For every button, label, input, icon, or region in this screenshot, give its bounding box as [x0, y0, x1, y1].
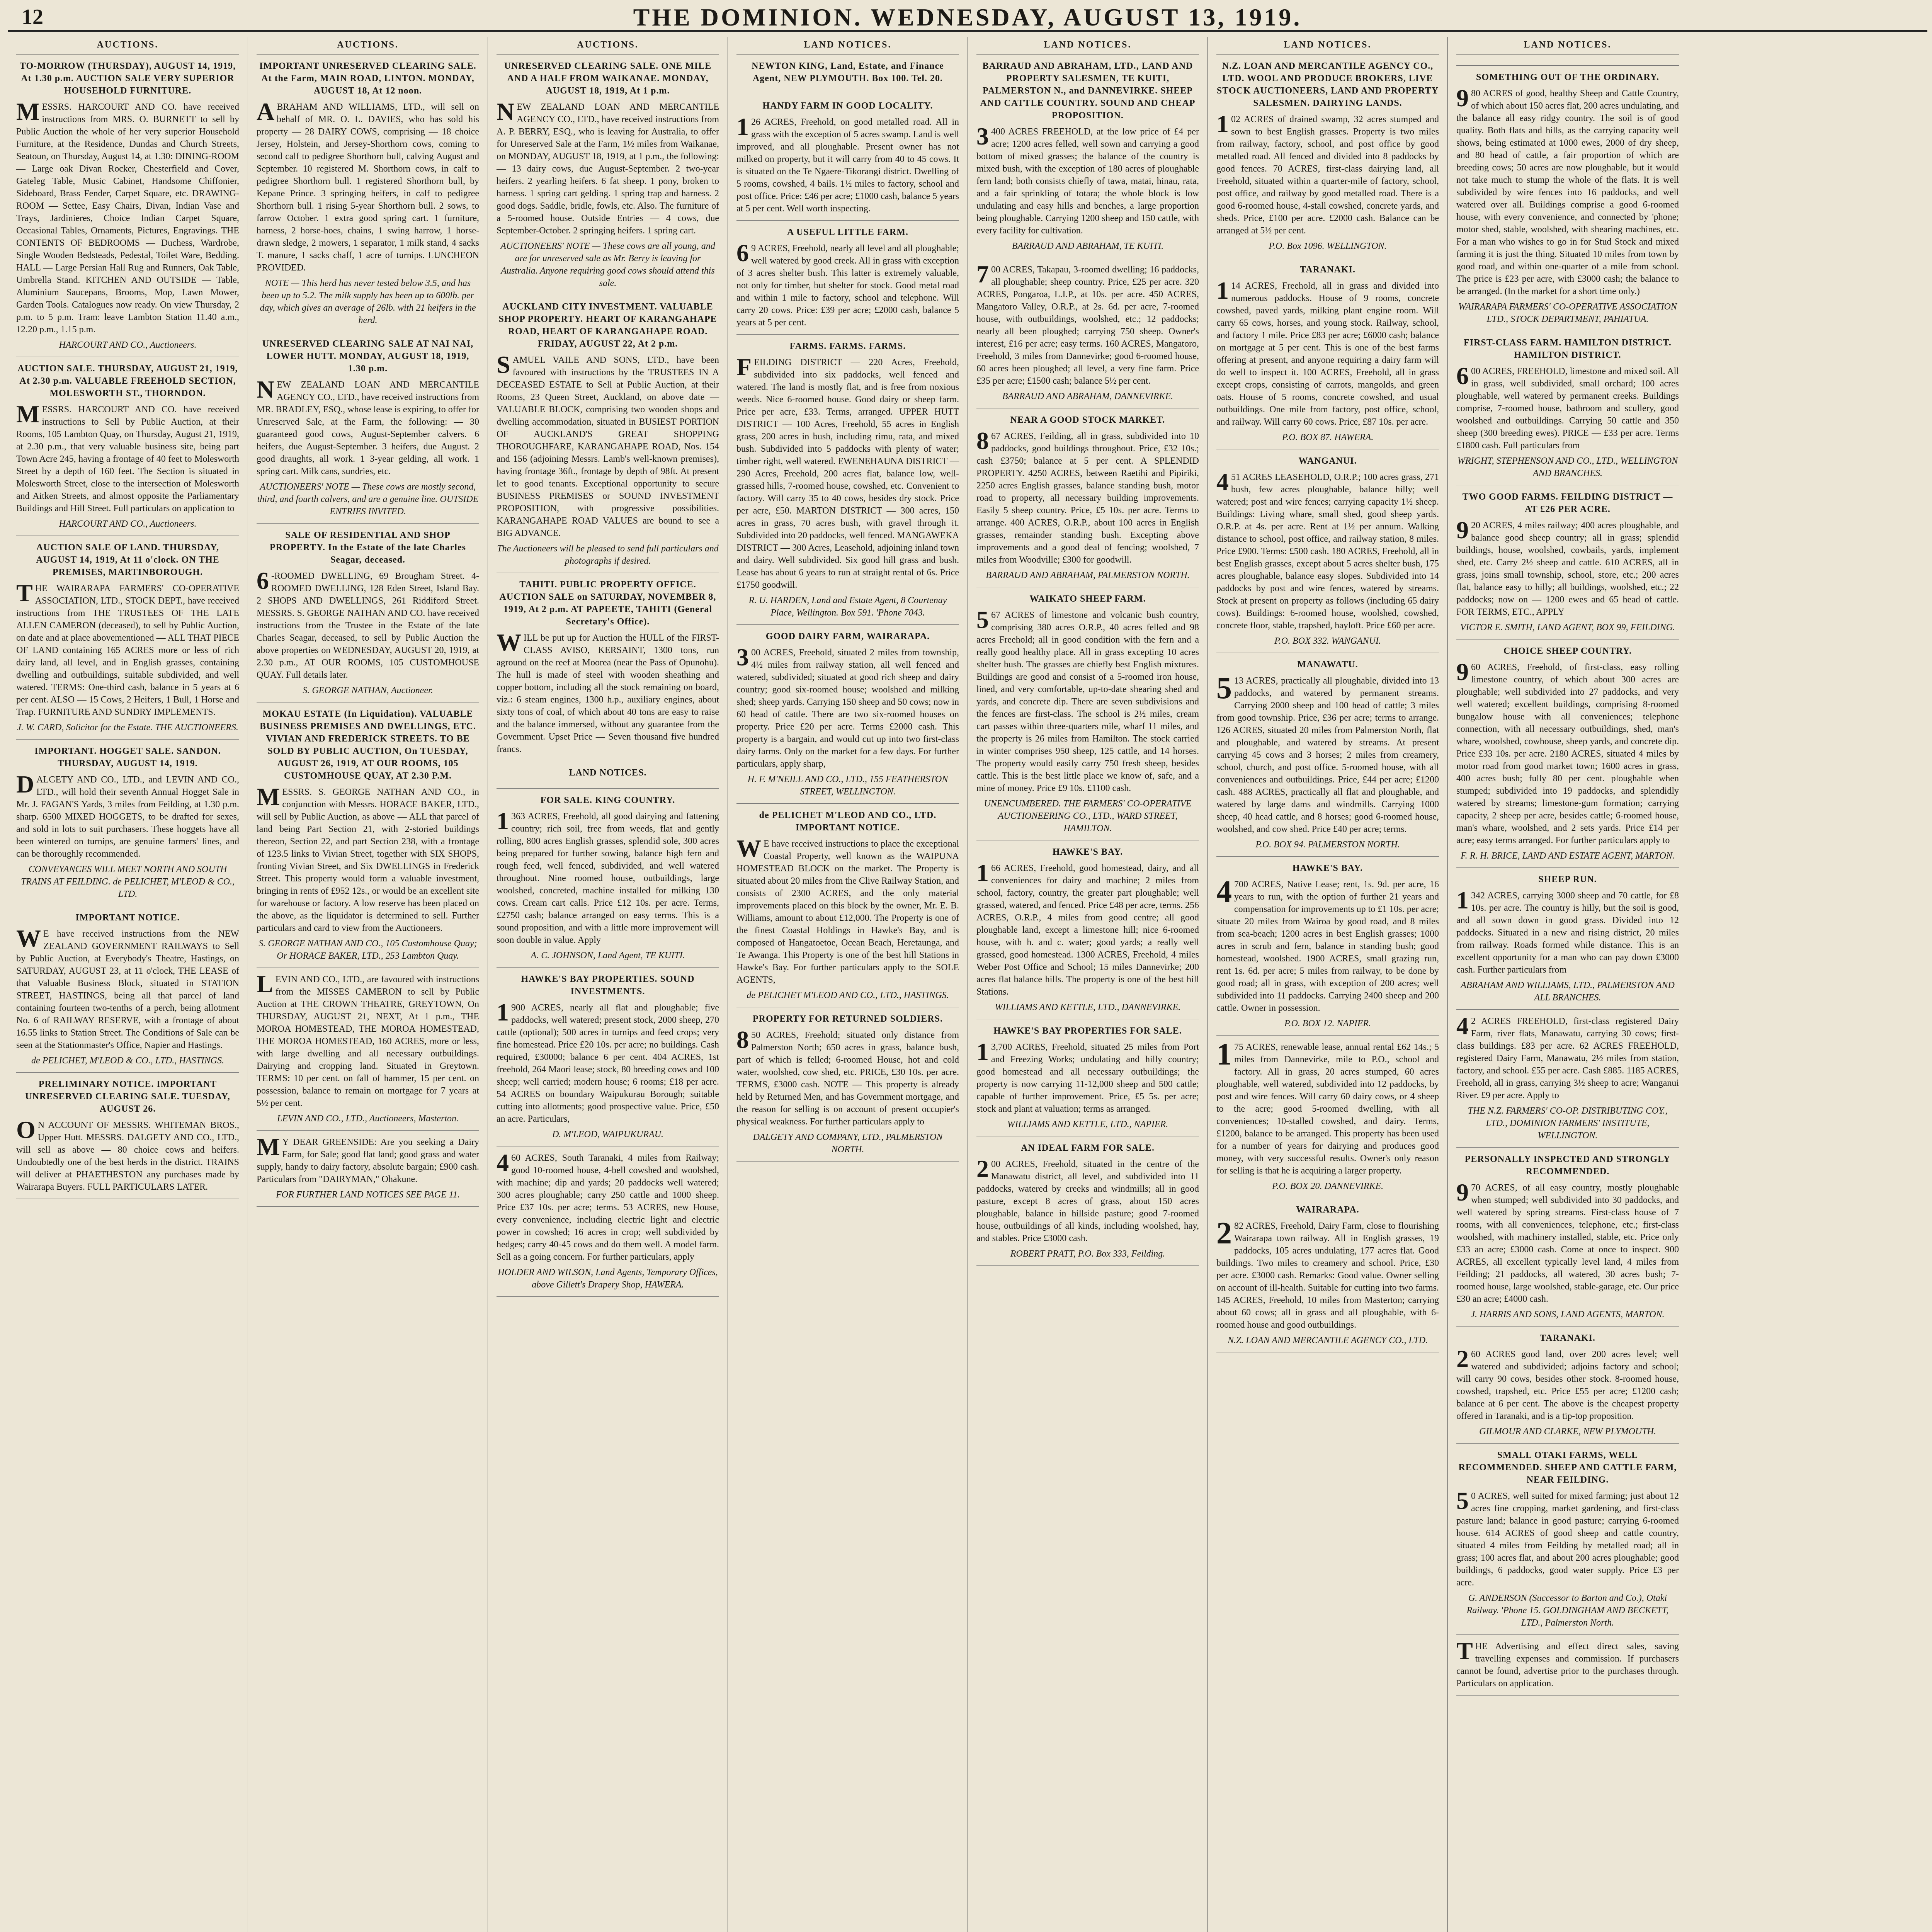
ad-title: LAND NOTICES. — [569, 768, 647, 778]
advertisement — [1456, 60, 1679, 66]
ad-body: 114 ACRES, Freehold, all in grass and divided into numerous paddocks. House of 9 rooms, concrete cowshed, paved yards, milking plant engine room. Will carry 65 cows, horses, and young stock. Railway, school, and factory 1 mile. Price £83 per acre; £6000 cash; balance on mortgage at 5 per cent. This is one of the best farms offering at present, and anyone requiring a dairy farm will do well to inspect it. 100 ACRES, Freehold, all in grass except crops, consisting of carrots, mangolds, and green oats. House of 5 rooms, concrete cowshed, and usual outbuildings. One mile from factory, post office, school, and railway. Will carry 60 cows. Price, £87 10s. per acre. — [1216, 277, 1441, 427]
ad-sign: P.O. BOX 94. PALMERSTON NORTH. — [1255, 840, 1400, 850]
ad-body: 1900 ACRES, nearly all flat and ploughable; five paddocks, well watered; present stock, 2000 sheep, 270 cattle (optional); 500 acres in turnips and feed crops; very fine homestead. Price £20 10s. per acre; no buildings. Cash required, £30000; balance 6 per cent. 404 ACRES, 1st freehold, 264 Maori lease; stock, 80 breeding cows and 100 sheep; well carried; modern house; 6 rooms; £18 per acre. 54 ACRES on boundary Waipukurau Borough; suitable cutting into allotments; good prospective value. Price, £50 an acre. Particulars, — [497, 998, 721, 1124]
advertisement — [1456, 1449, 1679, 1635]
advertisement — [1456, 645, 1679, 868]
ad-body: 260 ACRES good land, over 200 acres level; well watered and subdivided; adjoins factory and school; will carry 90 cows, besides other stock. 8-roomed house, cowshed, trapshed, etc. Price £55 per acre; £1200 cash; balance at 6 per cent. The above is the cheapest property offered in Taranaki, and is a tip-top proposition. — [1456, 1345, 1681, 1421]
advertisement — [976, 846, 1199, 1019]
advertisement — [16, 745, 242, 906]
advertisement — [16, 541, 242, 740]
ad-title: WAIRARAPA. — [1296, 1205, 1359, 1215]
advertisement — [1216, 658, 1439, 857]
ad-sign: F. R. H. BRICE, LAND AND ESTATE AGENT, MARTON. — [1461, 851, 1675, 861]
ad-title: AUCTION SALE OF LAND. THURSDAY, AUGUST 14, 1919, At 11 o'clock. ON THE PREMISES, MARTINBOROUGH. — [36, 543, 219, 577]
column-grid — [8, 37, 1927, 1932]
ad-title: de PELICHET M'LEOD AND CO., LTD. IMPORTANT NOTICE. — [759, 810, 937, 833]
column-heading: AUCTIONS. — [257, 39, 479, 54]
ad-sign: FOR FURTHER LAND NOTICES SEE PAGE 11. — [276, 1190, 460, 1200]
ad-sign: J. W. CARD, Solicitor for the Estate. THE AUCTIONEERS. — [17, 723, 238, 733]
ad-body: WILL be put up for Auction the HULL of the FIRST-CLASS AVISO, KERSAINT, 1300 tons, run aground on the reef at Moorea (near the Pass of Opunohu). The hull is made of steel with wooden sheathing and copper bottom, including all the stock remaining on board, viz.: 6 steam engines, 1300 h.p., auxiliary engines, about sixty tons of coal, of which about 40 tons are easy to raise and the balance immersed, without any guarantee from the Government. Upset Price — Seven thousand five hundred francs. — [497, 629, 721, 754]
ad-sign: H. F. M'NEILL AND CO., LTD., 155 FEATHERSTON STREET, WELLINGTON. — [747, 774, 948, 797]
ad-sign: ROBERT PRATT, P.O. Box 333, Feilding. — [1010, 1249, 1165, 1259]
ad-sign: AUCTIONEERS' NOTE — These cows are mostly second, third, and fourth calvers, and are a genuine line. OUTSIDE ENTRIES INVITED. — [257, 482, 479, 517]
page-number: 12 — [22, 5, 43, 29]
ad-sign: J. HARRIS AND SONS, LAND AGENTS, MARTON. — [1471, 1310, 1665, 1320]
advertisement — [16, 362, 242, 536]
ad-body: 50 ACRES, well suited for mixed farming; just about 12 acres fine cropping, market gardening, and first-class pasture land; balance in good pasture; carrying 6-roomed house. 614 ACRES of good sheep and cattle country, situated 4 miles from Feilding by metalled road; all in grass; 100 acres flat, and about 200 acres ploughable; good buildings, 6 paddocks, good water supply. Price £3 per acre. — [1456, 1487, 1681, 1588]
ad-body: MESSRS. HARCOURT AND CO. have received instructions from MRS. O. BURNETT to sell by Public Auction the whole of her very superior Household Furniture, at the Residence, Dundas and Church Streets, Seatoun, on Thursday, August 14, at 1.30: DINING-ROOM — Large oak Divan Rocker, Chesterfield and Cover, Gateleg Table, Music Cabinet, Handsome Chiffonier, Sideboard, Brass Fender, Carpet Square, etc. DRAWING-ROOM — Settee, Easy Chairs, Divan, Indian Vase and Trays, Jardinieres, Choice Indian Carpet Square, Occasional Tables, Ornaments, Pictures, Engravings. THE CONTENTS OF BEDROOMS — Duchess, Wardrobe, Single Wooden Bedsteads, Pedestal, Toilet Ware, Bedding. HALL — Large Persian Hall Rug and Runners, Oak Table, Umbrella Stand. KITCHEN AND OUTSIDE — Table, Aluminium Saucepans, Brooms, Mop, Lawn Mower, Garden Tools. Catalogues now ready. On view Thursday, 2 p.m. to 5 p.m. Tram: leave Lambton Station 11.40 a.m., 12.20 p.m., 1.15 p.m. — [16, 98, 242, 335]
advertisement — [497, 60, 719, 295]
advertisement — [1216, 1204, 1439, 1352]
advertisement — [1456, 873, 1679, 1010]
column-4 — [728, 37, 968, 1932]
ad-sign: ABRAHAM AND WILLIAMS, LTD., PALMERSTON AND ALL BRANCHES. — [1461, 980, 1675, 1003]
advertisement — [497, 301, 719, 573]
ad-sign: WILLIAMS AND KETTLE, LTD., NAPIER. — [1007, 1119, 1168, 1129]
ad-title: UNRESERVED CLEARING SALE AT NAI NAI, LOWER HUTT. MONDAY, AUGUST 18, 1919, 1.30 p.m. — [262, 339, 474, 374]
newspaper-title: THE DOMINION. WEDNESDAY, AUGUST 13, 1919. — [633, 3, 1302, 31]
advertisement — [1216, 264, 1439, 449]
ad-sign: The Auctioneers will be pleased to send full particulars and photographs if desired. — [497, 544, 719, 566]
column-2 — [248, 37, 488, 1932]
ad-body: ON ACCOUNT OF MESSRS. WHITEMAN BROS., Upper Hutt. MESSRS. DALGETY AND CO., LTD., will sell as above — 80 choice cows and heifers. Undoubtedly one of the best herds in the district. TRAINS will deliver at PHAETHESTON any purchases made by Wairarapa Buyers. FULL PARTICULARS LATER. — [16, 1116, 242, 1192]
ad-title: N.Z. LOAN AND MERCANTILE AGENCY CO., LTD. WOOL AND PRODUCE BROKERS, LIVE STOCK AUCTIONEERS, LAND AND PROPERTY SALESMEN. DAIRYING LANDS. — [1216, 61, 1439, 108]
ad-body: WE have received instructions from the NEW ZEALAND GOVERNMENT RAILWAYS to Sell by Public Auction, at Everybody's Theatre, Hastings, on SATURDAY, AUGUST 23, at 11 o'clock, THE LEASE of that Valuable Business Block, situated in STATION STREET, HASTINGS, being all that parcel of land containing fourteen two-tenths of a perch, being allotment No. 6 of RAILWAY RESERVE, with a frontage of about 16.55 links to Station Street. The Conditions of Sale can be seen at the Stationmaster's Office, Napier and Hastings. — [16, 925, 242, 1050]
ad-title: NEAR A GOOD STOCK MARKET. — [1010, 415, 1165, 425]
ad-body: 1363 ACRES, Freehold, all good dairying and fattening country; rich soil, free from weeds, flat and gently rolling, 800 acres English grasses, splendid sole, 300 acres being prepared for further sowing, balance high fern and rough feed, well fenced, subdivided, and well watered throughout. Nine roomed house, outbuildings, large woolshed, concreted, machine installed for milking 130 cows. Cream cart calls. Price £12 10s. per acre. Terms, £2750 cash; balance arranged on easy terms. This is a sound proposition, and with a little more improvement will soon double in value. Apply — [497, 807, 721, 945]
ad-body: 102 ACRES of drained swamp, 32 acres stumped and sown to best English grasses. Property is two miles from railway, factory, school, and post office by good metalled road. All fenced and divided into 8 paddocks by good fences. 70 ACRES, first-class dairying land, all Freehold, situated within a quarter-mile of factory, school, post office, and railway by good metalled road. There is a good 6-roomed house, 4-stall cowshed, concrete yards, and sheds. Price, £100 per acre. £2000 cash. Balance can be arranged at 5½ per cent. — [1216, 110, 1441, 236]
ad-body: 175 ACRES, renewable lease, annual rental £62 14s.; 5 miles from Dannevirke, mile to P.O., school and factory. All in grass, 20 acres stumped, 60 acres ploughable, well watered, subdivided into 12 paddocks, by post and wire fences. Will carry 60 dairy cows, or 4 sheep to the acre; good 5-roomed dwelling, with all conveniences; 10-stalled cowshed, and dairy. Terms, £1200, balance to be arranged. This property has been used for a number of years for dairying and produces good money, with very successful results. Owner's only reason for selling is that he is acquiring a larger property. — [1216, 1037, 1441, 1176]
advertisement — [16, 912, 242, 1073]
ad-sign: HARCOURT AND CO., Auctioneers. — [59, 519, 197, 529]
advertisement — [257, 529, 479, 702]
ad-sign: AUCTIONEERS' NOTE — These cows are all young, and are for unreserved sale as Mr. Berry is leaving for Australia. Anyone requiring good cows should attend this sale. — [500, 241, 715, 288]
advertisement — [1456, 1153, 1682, 1327]
ad-title: SHEEP RUN. — [1538, 874, 1597, 884]
advertisement — [736, 60, 959, 94]
ad-body: 166 ACRES, Freehold, good homestead, dairy, and all conveniences for dairy and machine; 2 miles from school, factory, country, the greater part ploughable; well grassed, watered, and fenced. Price £48 per acre, terms. 256 ACRES, O.R.P., 4 miles from good centre; all good ploughable land, except a limestone hill; nice 6-roomed house, with h. and c. water; good yards; a really well grassed, good homestead. 1300 ACRES, Freehold, 4 miles Weber Post Office and School; 15 miles Dannevirke; 200 acres flat balance hills. The property is one of the best hill Stations. — [976, 859, 1201, 997]
ad-body: MY DEAR GREENSIDE: Are you seeking a Dairy Farm, for Sale; good flat land; good grass and water supply, handy to dairy factory, absolute bargain; £900 cash. Particulars from "DAIRYMAN," Ohakune. — [257, 1133, 481, 1184]
ad-title: A USEFUL LITTLE FARM. — [787, 227, 908, 237]
advertisement — [736, 630, 959, 804]
ad-title: BARRAUD AND ABRAHAM, LTD., LAND AND PROPERTY SALESMEN, TE KUITI, PALMERSTON N., and DANNEVIRKE. SHEEP AND CATTLE COUNTRY. SOUND AND CHEAP PROPOSITION. — [980, 61, 1196, 121]
ad-title: SALE OF RESIDENTIAL AND SHOP PROPERTY. In the Estate of the late Charles Seagar, deceased. — [270, 530, 466, 565]
column-heading: LAND NOTICES. — [1216, 39, 1439, 54]
ad-sign: THE N.Z. FARMERS' CO-OP. DISTRIBUTING COY., LTD., DOMINION FARMERS' INSTITUTE, WELLINGTON. — [1468, 1106, 1668, 1141]
advertisement — [1216, 60, 1439, 258]
advertisement — [497, 973, 719, 1146]
ad-sign: P.O. BOX 87. HAWERA. — [1282, 432, 1374, 442]
ad-title: AN IDEAL FARM FOR SALE. — [1021, 1143, 1155, 1153]
advertisement — [736, 100, 959, 221]
advertisement — [976, 593, 1199, 840]
advertisement — [1456, 1332, 1679, 1444]
ad-sign: P.O. BOX 20. DANNEVIRKE. — [1272, 1181, 1384, 1191]
column-heading: AUCTIONS. — [497, 39, 719, 54]
ad-body: THE Advertising and effect direct sales, saving travelling expenses and commission. If purchasers cannot be found, advertise prior to the purchases through. Particulars on application. — [1456, 1637, 1681, 1689]
ad-title: HAWKE'S BAY. — [1052, 847, 1123, 857]
advertisement — [1456, 1012, 1681, 1148]
ad-title: PROPERTY FOR RETURNED SOLDIERS. — [753, 1014, 943, 1024]
ad-sign: BARRAUD AND ABRAHAM, TE KUITI. — [1012, 241, 1164, 251]
ad-body: 700 ACRES, Takapau, 3-roomed dwelling; 16 paddocks, all ploughable; sheep country. Price, £25 per acre. 320 ACRES, Pongaroa, L.I.P., at 10s. per acre. 450 ACRES, Mangatoro Valley, O.R.P., at 2s. 6d. per acre, 7-roomed house, with outbuildings, woolshed, etc.; 12 paddocks; nearly all been ploughed; carrying 750 sheep. Owner's interest, £16 per acre; easy terms. 160 ACRES, Mangatoro, Freehold, 3 miles from Dannevirke; good 6-roomed house, 60 acres been ploughed; all level, a very fine farm. Price £35 per acre; £1500 cash; balance 5½ per cent. — [976, 260, 1201, 386]
ad-body: 451 ACRES LEASEHOLD, O.R.P.; 100 acres grass, 271 bush, few acres ploughable, balance hilly; well watered; post and wire fences; carrying capacity 1½ sheep. Buildings: Living whare, small shed, good sheep yards. O.R.P. at 4s. per acre. Rent at 1½ per annum. Walking distance to school, post office, and railway station, 8 miles. Price £900. Terms: £500 cash. 180 ACRES, Freehold, all in best English grasses, except about 5 acres shelter bush, 175 acres ploughable, balance easy slopes. Subdivided into 14 paddocks by post and wire fences, watered by streams. Stock at present on property as follows (including 65 dairy cows). Buildings: 6-roomed house, woolshed, cowshed, concrete floor, stable, trapshed, hayloft. Price £60 per acre. — [1216, 468, 1441, 631]
advertisement — [497, 767, 719, 789]
advertisement — [257, 970, 481, 1131]
ad-body: MESSRS. HARCOURT AND CO. have received instructions to Sell by Public Auction, at their Rooms, 105 Lambton Quay, on Thursday, August 21, 1919, at 2.30 p.m., that very valuable business site, being part Town Acre 245, having a frontage of 40 feet to Molesworth Street by a depth of 160 feet. The Section is situated in Molesworth Street, close to the intersection of Molesworth and Aitken Streets, and almost opposite the Parliamentary Buildings and Hill Street. Full particulars on application to — [16, 400, 242, 514]
ad-sign: LEVIN AND CO., LTD., Auctioneers, Masterton. — [277, 1114, 459, 1124]
advertisement — [16, 1078, 242, 1199]
advertisement — [976, 260, 1201, 408]
advertisement — [1456, 71, 1679, 331]
ad-body: WE have received instructions to place the exceptional Coastal Property, well known as the WAIPUNA HOMESTEAD BLOCK on the market. The Property is situated about 20 miles from the Clive Railway Station, and consists of 2300 ACRES, and the only material improvements placed on this block by the owner, Mr. E. B. Williams, amount to about £12,000. The Property is one of the finest Coastal Holdings in Hawke's Bay, and is composed of Hangatoetoe, Ocean Beach, Heretaunga, and Te Awanga. This Property is one of the best hill Stations in Hawke's Bay. For further particulars apply to the SOLE AGENTS, — [736, 835, 961, 985]
column-heading: LAND NOTICES. — [976, 39, 1199, 54]
masthead — [8, 3, 1927, 32]
ad-body: 867 ACRES, Feilding, all in grass, subdivided into 10 paddocks, good buildings throughout. Price, £32 10s.; cash £3750; balance at 5 per cent. A SPLENDID PROPERTY. 4250 ACRES, between Raetihi and Pipiriki, 2250 acres English grasses, balance standing bush, motor road to property, all necessary building improvements. Easily 5 sheep country. Price, £5 10s. per acre. Terms to arrange. 400 ACRES, O.R.P., about 100 acres in English grasses, remainder standing bush. Excepting above improvements and a good deal of fencing; woolshed, 7 miles from Woodville; £300 for goodwill. — [976, 427, 1201, 565]
advertisement — [497, 794, 719, 968]
ad-title: MOKAU ESTATE (In Liquidation). VALUABLE BUSINESS PREMISES AND DWELLINGS, ETC. VIVIAN AND FREDERICK STREETS. TO BE SOLD BY PUBLIC AUCTION, On TUESDAY, AUGUST 26, 1919, AT OUR ROOMS, 105 CUSTOMHOUSE QUAY, AT 2.30 P.M. — [260, 709, 476, 781]
ad-body: 42 ACRES FREEHOLD, first-class registered Dairy Farm, river flats, Manawatu, carrying 30 cows; first-class buildings. £83 per acre. 62 ACRES FREEHOLD, registered Dairy Farm, Manawatu, 2½ miles from station, factory, and school. £55 per acre. Cash £885. 1185 ACRES, Freehold, all in grass, carrying 3½ sheep to acre; Wanganui River. £9 per acre. Apply to — [1456, 1012, 1681, 1100]
ad-title: TWO GOOD FARMS. FEILDING DISTRICT — AT £26 PER ACRE. — [1462, 492, 1673, 514]
ad-title: CHOICE SHEEP COUNTRY. — [1503, 646, 1632, 656]
ad-sign: VICTOR E. SMITH, LAND AGENT, BOX 99, FEILDING. — [1460, 622, 1675, 633]
ad-sign: HOLDER AND WILSON, Land Agents, Temporary Offices, above Gillett's Drapery Shop, HAWERA. — [498, 1267, 718, 1290]
ad-title: PERSONALLY INSPECTED AND STRONGLY RECOMMENDED. — [1464, 1154, 1671, 1177]
ad-sign: UNENCUMBERED. THE FARMERS' CO-OPERATIVE AUCTIONEERING CO., LTD., WARD STREET, HAMILTON. — [984, 799, 1192, 833]
advertisement — [976, 60, 1199, 258]
ad-body: 850 ACRES, Freehold; situated only distance from Palmerston North; 650 acres in grass, balance bush, part of which is felled; 6-roomed House, hot and cold water, woolshed, cow shed, etc. PRICE, £30 10s. per acre. TERMS, £3000 cash. NOTE — This property is already held by Returned Men, and has Government mortgage, and the reason for selling is on account of present occupier's physical weakness. For further particulars apply to — [736, 1026, 961, 1127]
column-6 — [1208, 37, 1447, 1932]
ad-title: SMALL OTAKI FARMS, WELL RECOMMENDED. SHEEP AND CATTLE FARM, NEAR FEILDING. — [1458, 1450, 1677, 1485]
ad-body: MESSRS. S. GEORGE NATHAN AND CO., in conjunction with Messrs. HORACE BAKER, LTD., will sell by Public Auction, as above — ALL that parcel of land being Part Section 21, with 2-storied buildings thereon, Section 22, and part Section 238, with a frontage of 123.5 links to Vivian Street, together with SIX SHOPS, fronting Vivian Street, and Six DWELLINGS in Frederick Street. This property would form a valuable investment, bringing in rents of £952 12s., or would be an excellent site for warehouse or factory. A low reserve has been placed on the above, as the liquidator is determined to sell. Further particulars and card to view from the Auctioneers. — [257, 783, 481, 933]
ad-title: NEWTON KING, Land, Estate, and Finance Agent, NEW PLYMOUTH. Box 100. Tel. 20. — [752, 61, 944, 83]
ad-sign: CONVEYANCES WILL MEET NORTH AND SOUTH TRAINS AT FEILDING. de PELICHET, M'LEOD & CO., LTD. — [21, 864, 235, 899]
ad-title: HANDY FARM IN GOOD LOCALITY. — [762, 101, 933, 111]
ad-sign: WRIGHT, STEPHENSON AND CO., LTD., WELLINGTON AND BRANCHES. — [1457, 456, 1678, 478]
ad-sign: R. U. HARDEN, Land and Estate Agent, 8 Courtenay Place, Wellington. Box 591. 'Phone 7043. — [748, 595, 947, 618]
advertisement — [1216, 455, 1439, 653]
ad-title: TO-MORROW (THURSDAY), AUGUST 14, 1919, At 1.30 p.m. AUCTION SALE VERY SUPERIOR HOUSEHOLD FURNITURE. — [19, 61, 236, 96]
advertisement — [736, 226, 959, 335]
ad-sign: A. C. JOHNSON, Land Agent, TE KUITI. — [531, 951, 685, 961]
advertisement — [1216, 862, 1439, 1036]
ad-sign: NOTE — This herd has never tested below 3.5, and has been up to 5.2. The milk supply has been up to 600lb. per day, which gives an average of 26lb. with 21 heifers in the herd. — [260, 278, 476, 325]
advertisement — [976, 1025, 1199, 1136]
column-heading: LAND NOTICES. — [1456, 39, 1679, 54]
ad-title: WAIKATO SHEEP FARM. — [1029, 594, 1146, 604]
ad-body: 282 ACRES, Freehold, Dairy Farm, close to flourishing Wairarapa town railway. All in English grasses, 19 paddocks, 105 acres undulating, 177 acres flat. Good buildings. Two miles to creamery and school. Price, £30 per acre. £3000 cash. Remarks: Good value. Owner selling on account of ill-health. Suitable for cutting into two farms. 145 ACRES, Freehold, 10 miles from Masterton; carrying about 60 cows; all in grass and all ploughable, with 6-roomed house and good outbuildings. — [1216, 1216, 1441, 1330]
ad-sign: P.O. BOX 332. WANGANUI. — [1274, 636, 1381, 646]
ad-sign: D. M'LEOD, WAIPUKURAU. — [552, 1129, 664, 1139]
ad-sign: N.Z. LOAN AND MERCANTILE AGENCY CO., LTD. — [1227, 1335, 1428, 1345]
advertisement — [736, 340, 959, 625]
ad-title: HAWKE'S BAY PROPERTIES FOR SALE. — [993, 1026, 1182, 1036]
ad-body: 4700 ACRES, Native Lease; rent, 1s. 9d. per acre, 16 years to run, with the option of further 21 years and compensation for improvements up to £1 10s. per acre; situate 20 miles from Wairoa by good road, and 8 miles from sea-beach; 1200 acres in best English grasses; 1000 acres in scrub and fern, balance in standing bush; good homestead, woolshed. 1900 ACRES, small grazing run, rent 1s. 6d. per acre; 5 miles from railway, to be done by good road; all in grass, with exception of 200 acres; well subdivided into 11 paddocks. Carrying 2400 sheep and 200 cattle. Owner in possession. — [1216, 875, 1441, 1013]
ad-sign: de PELICHET, M'LEOD & CO., LTD., HASTINGS. — [31, 1056, 224, 1066]
ad-body: 970 ACRES, of all easy country, mostly ploughable when stumped; well subdivided into 30 paddocks, and well watered by spring streams. First-class house of 7 rooms, with all conveniences, telephone, etc.; first-class woolshed, with machinery installed, stable, etc. Price only £33 an acre; £3000 cash. Come at once to inspect. 900 ACRES, all excellent typically level land, 4 miles from Feilding; 21 paddocks, all watered, 30 acres bush; 7-roomed house, large woolshed, stable-garage, etc. Our price £30 an acre; £4000 cash. — [1456, 1179, 1682, 1304]
ad-title: TARANAKI. — [1540, 1333, 1595, 1343]
ad-body: THE WAIRARAPA FARMERS' CO-OPERATIVE ASSOCIATION, LTD., STOCK DEPT., have received instructions from THE TRUSTEES OF THE LATE ALLEN CAMERON (deceased), to sell by Public Auction, on date and at place abovementioned — ALL THAT PIECE OF LAND containing 165 ACRES more or less of rich dairy land, all level, and in English grasses, containing dwelling and outbuildings, suitable subdivided, and well watered. TERMS: One-third cash, balance in 5 years at 6 per cent. ALSO — 15 Cows, 2 Heifers, 1 Bull, 1 Horse and Trap. FURNITURE AND SUNDRY IMPLEMENTS. — [16, 579, 242, 717]
ad-body: 920 ACRES, 4 miles railway; 400 acres ploughable, and balance good sheep country; all in grass; splendid buildings, house, woolshed, cowbails, yards, implement shed, etc. Carry 2½ sheep and cattle. 610 ACRES, all in grass, joins small township, school, store, etc.; 200 acres flat, balance easy to hilly; all buildings, woolshed, etc.; 22 paddocks; now on — 1200 ewes and 65 head of cattle. FOR TERMS, ETC., APPLY — [1456, 516, 1681, 617]
column-heading: AUCTIONS. — [16, 39, 239, 54]
ad-body: 6-ROOMED DWELLING, 69 Brougham Street. 4-ROOMED DWELLING, 128 Eden Street, Island Bay. 2 SHOPS AND DWELLINGS, 261 Riddiford Street. MESSRS. S. GEORGE NATHAN AND CO. have received instructions from the Trustee in the Estate of the late Charles Seagar, deceased, to sell by Public Auction the above properties on WEDNESDAY, AUGUST 20, 1919, at 2.30 p.m., AT OUR ROOMS, 105 CUSTOMHOUSE QUAY. Full details later. — [257, 567, 481, 680]
column-3 — [488, 37, 728, 1932]
ad-title: WANGANUI. — [1298, 456, 1357, 466]
ad-body: 1342 ACRES, carrying 3000 sheep and 70 cattle, for £8 10s. per acre. The country is hilly, but the soil is good, and all sown down in good grass. Divided into 12 paddocks. Situated in a new and rising district, 20 miles from railway. Roads formed while distance. This is an excellent opportunity for a man who can pay down £3000 cash. Further particulars from — [1456, 886, 1681, 975]
ad-title: GOOD DAIRY FARM, WAIRARAPA. — [765, 631, 930, 641]
ad-sign: HARCOURT AND CO., Auctioneers. — [59, 340, 197, 350]
ad-title: HAWKE'S BAY PROPERTIES. SOUND INVESTMENTS. — [521, 974, 695, 997]
ad-sign: WAIRARAPA FARMERS' CO-OPERATIVE ASSOCIATION LTD., STOCK DEPARTMENT, PAHIATUA. — [1458, 302, 1677, 324]
advertisement — [1456, 1637, 1681, 1696]
ad-title: HAWKE'S BAY. — [1292, 863, 1363, 873]
ad-sign: P.O. Box 1096. WELLINGTON. — [1269, 241, 1387, 251]
ad-body: FEILDING DISTRICT — 220 Acres, Freehold, subdivided into six paddocks, well fenced and watered. The land is mostly flat, and is free from noxious weeds. Nice 6-roomed house. Good dairy or sheep farm. Price per acre, £33. Terms, arranged. UPPER HUTT DISTRICT — 100 Acres, Freehold, 55 acres in English grass, 200 acres in bush, including rimu, rata, and mixed bush. Subdivided into 5 paddocks with plenty of water; timber right, well watered. EWENEHAUNA DISTRICT — 290 Acres, Freehold, 200 acres flat, balance low, well-grassed hills, 7-roomed house, cowshed, etc. Convenient to factory. Will carry 35 to 40 cows, besides dry stock. Price per acre, £50. MARTON DISTRICT — 300 acres, 150 acres in grass, 70 acres bush, with gravel through it. Subdivided into 20 paddocks, well fenced. MANGAWEKA DISTRICT — 300 Acres, Leasehold, adjoining inland town and dairy. Well subdivided. Six good hill grass and bush. Lease has about 6 years to run at straight rental of 6s. Price £1750 goodwill. — [736, 353, 961, 590]
ad-sign: S. GEORGE NATHAN, Auctioneer. — [303, 685, 433, 696]
ad-title: TARANAKI. — [1300, 265, 1355, 275]
ad-sign: de PELICHET M'LEOD AND CO., LTD., HASTINGS. — [747, 990, 949, 1000]
column-7 — [1447, 37, 1687, 1932]
ad-body: 300 ACRES, Freehold, situated 2 miles from township, 4½ miles from railway station, all well fenced and watered, subdivided; situated at good rich sheep and dairy country; good six-roomed house; woolshed and milking shed; sheep yards. Carrying 150 sheep and 50 cows; now in 60 head of cattle. There are two six-roomed houses on property. Price £20 per acre. Terms £2000 cash. This property is a bargain, and would cut up into two first-class dairy farms. Only on the market for a few days. For further particulars, apply sharp, — [736, 643, 961, 769]
advertisement — [16, 60, 242, 357]
ad-title: FIRST-CLASS FARM. HAMILTON DISTRICT. HAMILTON DISTRICT. — [1464, 338, 1672, 360]
ad-body: 980 ACRES of good, healthy Sheep and Cattle Country, of which about 150 acres flat, 200 acres undulating, and the balance all easy ridgy country. The soil is of good quality. Both flats and hills, as the carrying capacity well shows, being estimated at 1000 ewes, 2000 of dry sheep, and 80 head of cattle, a fair proportion of which are breeding cows; 50 acres are now ploughable, but it would not take much to stump the whole of the flats. It is well subdivided by wire fences into 16 paddocks, and well watered over all. Buildings comprise a good 6-roomed house, with every convenience, and connected by 'phone; motor shed, stable, woolshed, with shearing machines, etc. For a man who wishes to go in for Stud Stock and mixed farming it is just the thing. Situated 10 miles from town by good road, and within one-quarter of a mile from school. The price is £23 per acre, with £3000 cash; the balance to be arranged. (In the market for a short time only.) — [1456, 84, 1681, 296]
advertisement — [497, 1149, 721, 1297]
advertisement — [736, 809, 959, 1007]
column-5 — [968, 37, 1208, 1932]
advertisement — [976, 1142, 1199, 1266]
ad-title: IMPORTANT. HOGGET SALE. SANDON. THURSDAY, AUGUST 14, 1919. — [34, 746, 221, 769]
ad-body: NEW ZEALAND LOAN AND MERCANTILE AGENCY CO., LTD., have received instructions from MR. BRADLEY, ESQ., whose lease is expiring, to offer for Unreserved Sale, at the Farm, the following: — 30 guaranteed good cows, August-September calvers. 6 heifers, due August-September. 3 heifers, due August. 2 good draughts, all work. 1 3-year gelding, all work. 1 spring cart. Milk cans, sundries, etc. — [257, 376, 481, 476]
column-heading: LAND NOTICES. — [736, 39, 959, 54]
advertisement — [257, 708, 479, 968]
ad-title: SOMETHING OUT OF THE ORDINARY. — [1476, 72, 1659, 82]
ad-sign: G. ANDERSON (Successor to Barton and Co.), Otaki Railway. 'Phone 15. GOLDINGHAM AND BECKETT, LTD., Palmerston North. — [1466, 1593, 1669, 1628]
ad-sign: DALGETY AND COMPANY, LTD., PALMERSTON NORTH. — [753, 1132, 943, 1155]
advertisement — [257, 338, 479, 524]
ad-title: FOR SALE. KING COUNTRY. — [540, 795, 675, 805]
advertisement — [1456, 491, 1679, 639]
ad-body: DALGETY AND CO., LTD., and LEVIN AND CO., LTD., will hold their seventh Annual Hogget Sale in Mr. J. FAGAN'S Yards, 3 miles from Feilding, at 1.30 p.m. sharp. 6500 MIXED HOGGETS, to be drafted for sexes, and sold in lots to suit purchasers. These hoggets have all been wintered on turnips, are genuine farmers' lines, and can be thoroughly recommended. — [16, 770, 242, 859]
ad-body: SAMUEL VAILE AND SONS, LTD., have been favoured with instructions by the TRUSTEES IN A DECEASED ESTATE to Sell at Public Auction, at their Rooms, 23 Queen Street, Auckland, on above date — VALUABLE BLOCK, comprising two wooden shops and dwelling accommodation, situated in BUSIEST PORTION OF AUCKLAND'S GREAT SHOPPING THOROUGHFARE, KARANGAHAPE ROAD, Nos. 154 and 156 (adjoining Messrs. Lamb's well-known premises), having frontage 36ft., frontage by depth of 98ft. At present let to good tenants. Exceptional opportunity to secure BUSINESS PREMISES or SOUND INVESTMENT PROPOSITION, with progressive possibilities. KARANGAHAPE ROAD VALUES are bound to see a BIG ADVANCE. — [497, 351, 721, 538]
ad-sign: WILLIAMS AND KETTLE, LTD., DANNEVIRKE. — [995, 1002, 1181, 1012]
column-1 — [8, 37, 248, 1932]
advertisement — [497, 578, 719, 761]
ad-body: NEW ZEALAND LOAN AND MERCANTILE AGENCY CO., LTD., have received instructions from A. P. BERRY, ESQ., who is leaving for Australia, to offer for Unreserved Sale at the Farm, 1½ miles from Waikanae, on MONDAY, AUGUST 18, 1919, at 1 p.m., the following: — 13 dairy cows, due August-September. 2 two-year heifers. 2 yearling heifers. 6 fat sheep. 1 pony, broken to harness. 1 spring cart gelding. 1 spring trap and harness. 2 good dogs. Saddle, bridle, fowls, etc. Also. The furniture of a 5-roomed house. Outside Entries — 4 cows, due September-October. 2 springing heifers. 1 spring cart. — [497, 98, 721, 236]
ad-title: AUCTION SALE. THURSDAY, AUGUST 21, 1919, At 2.30 p.m. VALUABLE FREEHOLD SECTION, MOLESWORTH ST., THORNDON. — [17, 364, 238, 398]
ad-body: 460 ACRES, South Taranaki, 4 miles from Railway; good 10-roomed house, 4-bell cowshed and woolshed, with machine; dip and yards; 20 paddocks well watered; 300 acres ploughable; carry 250 cattle and 1000 sheep. Price £37 10s. per acre; terms. 53 ACRES, new House, every convenience, including electric light and electric power in cowshed; 16 acres in crop; well subdivided by hedges; carry 40-45 cows and do them well. A model farm. Sell as a going concern. For further particulars, apply — [497, 1149, 721, 1262]
ad-sign: GILMOUR AND CLARKE, NEW PLYMOUTH. — [1479, 1427, 1656, 1437]
ad-body: 200 ACRES, Freehold, situated in the centre of the Manawatu district, all level, and subdivided into 11 paddocks, watered by creeks and windmills; all in good pasture, except 8 acres of grass, about 150 acres ploughable, balance in hillside pasture; good 7-roomed house, outbuildings of all kinds, including woolshed, hay, and stables. Price £3000 cash. — [976, 1155, 1201, 1243]
ad-body: 3400 ACRES FREEHOLD, at the low price of £4 per acre; 1200 acres felled, well sown and carrying a good bottom of mixed grasses; the balance of the country is mixed bush, with the exception of 180 acres of ploughable fern land; both consists chiefly of tawa, matai, hinau, rata, and a fair sprinkling of totara; the whole block is low undulating and easy hills and benches, a large proportion being ploughable. Carrying 1200 sheep and 150 cattle, with every facility for cultivation. — [976, 122, 1201, 236]
ad-title: UNRESERVED CLEARING SALE. ONE MILE AND A HALF FROM WAIKANAE. MONDAY, AUGUST 18, 1919, At 1 p.m. — [504, 61, 712, 96]
ad-body: 126 ACRES, Freehold, on good metalled road. All in grass with the exception of 5 acres swamp. Land is well improved, and all ploughable. Present owner has not milked on property, but it will carry from 40 to 45 cows. It is situated on the Te Ngaere-Tikorangi district. Dwelling of 5 rooms, cowshed, 4 bails. 1½ miles to factory, school and post office. Price: £46 per acre; £1000 cash, balance 5 years at 5 per cent. Well worth inspecting. — [736, 113, 961, 214]
advertisement — [1216, 1037, 1441, 1198]
ad-body: 513 ACRES, practically all ploughable, divided into 13 paddocks, and watered by permanent streams. Carrying 2000 sheep and 100 head of cattle; 3 miles from good township. Price, £36 per acre; terms to arrange. 126 ACRES, situated 20 miles from Palmerston North, flat and ploughable, and watered by streams. At present carrying 45 cows and 3 horses; 2 miles from creamery, school, church, and post office. 5-roomed house, with all conveniences and outbuildings. Price, £44 per acre; £1200 cash. 488 ACRES, practically all flat and ploughable, and watered by large dams and windmills. Carrying 1000 sheep, 40 head cattle, and 8 horses; good 6-roomed house, woolshed, and cow shed. Price £40 per acre; terms. — [1216, 671, 1441, 834]
ad-body: 69 ACRES, Freehold, nearly all level and all ploughable; well watered by good creek. All in grass with exception of 3 acres shelter bush. This latter is extremely valuable, not only for timber, but shelter for stock. Good metal road and within 1 mile to factory, school and telephone. Will carry 20 cows. Price: £39 per acre; £2000 cash, balance 5 years at 5 per cent. — [736, 239, 961, 328]
ad-title: AUCKLAND CITY INVESTMENT. VALUABLE SHOP PROPERTY. HEART OF KARANGAHAPE ROAD, HEART OF KARANGAHAPE ROAD. FRIDAY, AUGUST 22, At 2 p.m. — [498, 302, 717, 349]
ad-sign: BARRAUD AND ABRAHAM, DANNEVIRKE. — [1002, 391, 1173, 401]
ad-sign: P.O. BOX 12. NAPIER. — [1284, 1019, 1371, 1029]
advertisement — [976, 414, 1199, 587]
ad-sign: BARRAUD AND ABRAHAM, PALMERSTON NORTH. — [986, 570, 1190, 580]
advertisement — [1456, 337, 1679, 485]
advertisement — [257, 60, 479, 332]
ad-body: 567 ACRES of limestone and volcanic bush country, comprising 380 acres O.R.P., 40 acres felled and 98 acres Freehold; all in good condition with the fern and a really good healthy place. All in grass excepting 10 acres shelter bush. The grasses are chiefly best English mixtures. Buildings are good and consist of a 5-roomed iron house, lined, and very comfortable, up-to-date shearing shed and yards, and concrete dip. There are seven subdivisions and the fences are first-class. The school is 2½ miles, cream cart passes within three-quarters mile, wharf 11 miles, and the property is 26 miles from Hamilton. The stock carried in winter comprises 950 sheep, 125 cattle, and 14 horses. The property would easily carry 750 fresh sheep, besides cattle. This is the best little place we know of, safe, and a mine of money. Price £9 10s. £1100 cash. — [976, 606, 1201, 793]
ad-title: PRELIMINARY NOTICE. IMPORTANT UNRESERVED CLEARING SALE. TUESDAY, AUGUST 26. — [25, 1079, 230, 1114]
advertisement — [736, 1013, 959, 1162]
ad-body: ABRAHAM AND WILLIAMS, LTD., will sell on behalf of MR. O. L. DAVIES, who has sold his property — 28 DAIRY COWS, comprising — 18 choice Jersey, Holstein, and Jersey-Shorthorn cows, coming to second calf to pedigree Shorthorn bull, calving August and September. 10 registered M. Shorthorn cows, in calf to pedigree Shorthorn bull. 1 registered Shorthorn bull, by Kepane Prince. 3 springing heifers, in calf to pedigree Shorthorn bull. 1 rising 5-year Shorthorn bull. 2 sows, to farrow October. 1 extra good spring cart. 1 furniture, harness, 2 horse-hoes, chains, 1 swing harrow, 1 horse-drawn sledge, 2 mowers, 1 separator, 1 milk stand, 4 sacks T. manure, 1 sacks chaff, 1 acre of turnips. LUNCHEON PROVIDED. — [257, 98, 481, 273]
ad-title: IMPORTANT UNRESERVED CLEARING SALE. At the Farm, MAIN ROAD, LINTON. MONDAY, AUGUST 18, At 12 noon. — [259, 61, 476, 96]
ad-body: LEVIN AND CO., LTD., are favoured with instructions from the MISSES CAMERON to sell by Public Auction at THE CROWN THEATRE, GREYTOWN, On THURSDAY, AUGUST 21, NEXT, At 1 p.m., THE MOROA HOMESTEAD, THE MOROA HOMESTEAD, THE MOROA HOMESTEAD, 160 ACRES, more or less, with large dwelling and all necessary outbuildings. Dairying and cropping land. Situated in Greytown. TERMS: 10 per cent. on fall of hammer, 15 per cent. on possession, balance to remain on mortgage for 7 years at 5½ per cent. — [257, 970, 481, 1108]
ad-body: 600 ACRES, FREEHOLD, limestone and mixed soil. All in grass, well subdivided, small orchard; 100 acres ploughable, well watered by permanent creeks. Buildings comprise, 7-roomed house, bathroom and scullery, good woolshed and outbuildings. Carrying 50 cattle and 350 sheep (300 breeding ewes). PRICE — £33 per acre. Terms £1800 cash. Full particulars from — [1456, 362, 1681, 451]
ad-title: TAHITI. PUBLIC PROPERTY OFFICE. AUCTION SALE on SATURDAY, NOVEMBER 8, 1919, At 2 p.m. AT PAPEETE, TAHITI (General Secretary's Office). — [499, 580, 716, 627]
ad-sign: S. GEORGE NATHAN AND CO., 105 Customhouse Quay; Or HORACE BAKER, LTD., 253 Lambton Quay. — [259, 939, 477, 961]
ad-body: 960 ACRES, Freehold, of first-class, easy rolling limestone country, of which about 300 acres are ploughable; well subdivided into 27 paddocks, and very well watered; excellent buildings, comprising 8-roomed bungalow house with all conveniences; telephone connection, with all necessary outbuildings, shed, man's whare, woolshed, cowhouse, sheep yards, and concrete dip. Price £33 10s. per acre. 2180 ACRES, situated 4 miles by motor road from good market town; 1600 acres in grass, 400 acres bush; fully 80 per cent. ploughable when stumped; subdivided into 19 paddocks, and splendidly watered by streams; limestone-gum formation; carrying capacity, 2 sheep per acre, besides cattle; 6-roomed house, man's whare, woolshed, and 2 sets yards. Price £14 per acre; easy terms arranged. For further particulars apply to — [1456, 658, 1681, 845]
ad-title: MANAWATU. — [1297, 660, 1358, 670]
ad-title: IMPORTANT NOTICE. — [75, 913, 180, 923]
ad-body: 13,700 ACRES, Freehold, situated 25 miles from Port and Freezing Works; undulating and hilly country; good homestead and all necessary outbuildings; the property is now carrying 11-12,000 sheep and 500 cattle; capable of further improvement. Price, £5 5s. per acre; stock and plant at valuation; terms as arranged. — [976, 1038, 1201, 1114]
advertisement — [257, 1133, 481, 1207]
ad-title: FARMS. FARMS. FARMS. — [789, 341, 906, 351]
